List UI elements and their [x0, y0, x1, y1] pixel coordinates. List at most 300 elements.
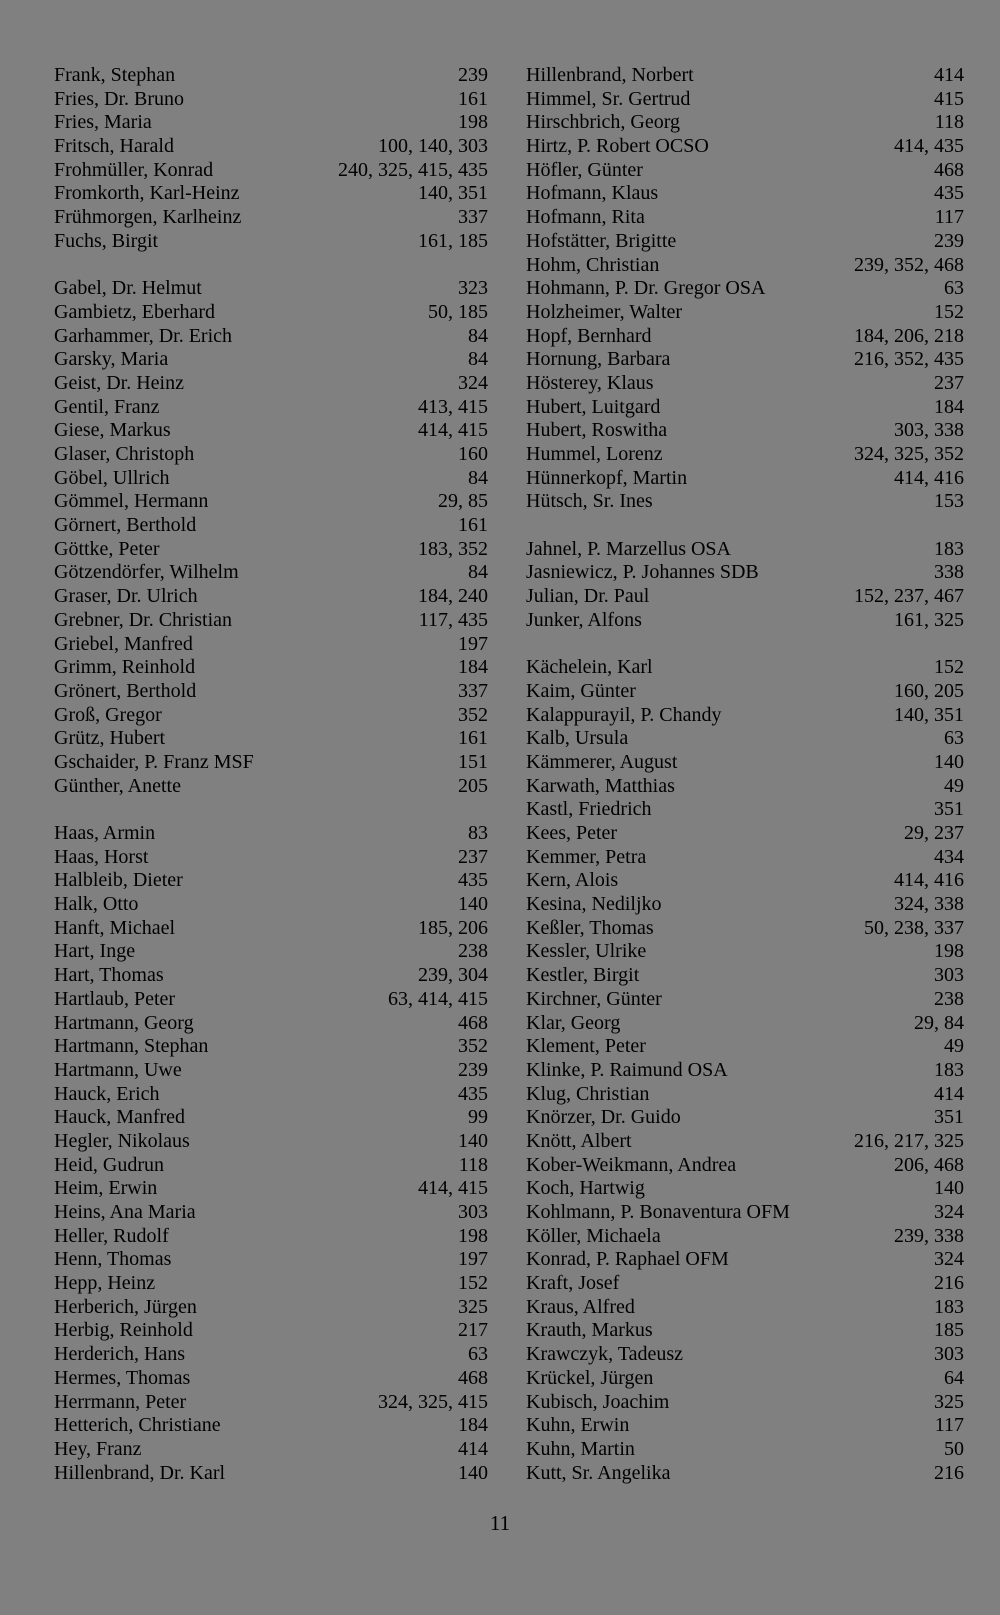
entry-pages: 434 — [934, 845, 964, 868]
entry-name: Fromkorth, Karl-Heinz — [54, 182, 240, 205]
index-entry — [526, 325, 964, 349]
index-entry — [526, 680, 964, 704]
entry-pages: 468 — [458, 1366, 488, 1389]
entry-pages: 117 — [934, 1414, 964, 1437]
entry-name: Hubert, Roswitha — [526, 419, 668, 442]
entry-pages: 198 — [458, 111, 488, 134]
entry-pages: 84 — [468, 324, 488, 347]
entry-pages: 237 — [934, 371, 964, 394]
entry-name: Hirtz, P. Robert OCSO — [526, 135, 709, 158]
entry-name: Hornung, Barbara — [526, 348, 671, 371]
entry-name: Hey, Franz — [54, 1437, 142, 1460]
entry-name: Grütz, Hubert — [54, 727, 166, 750]
index-entry — [526, 467, 964, 491]
entry-name: Hohmann, P. Dr. Gregor OSA — [526, 277, 766, 300]
entry-name: Hummel, Lorenz — [526, 443, 663, 465]
entry-pages: 351 — [934, 1106, 964, 1129]
entry-pages: 184, 240 — [418, 585, 488, 608]
entry-pages: 183 — [934, 537, 964, 560]
entry-name: Himmel, Sr. Gertrud — [526, 87, 691, 110]
entry-name: Hanft, Michael — [54, 916, 176, 939]
page-number: 11 — [489, 1511, 511, 1535]
index-entry — [526, 1154, 964, 1178]
entry-name: Hofmann, Rita — [526, 206, 645, 229]
index-entry — [54, 1177, 488, 1201]
index-entry — [526, 1177, 964, 1201]
entry-pages: 413, 415 — [418, 395, 488, 418]
entry-name: Knörzer, Dr. Guido — [526, 1106, 681, 1129]
index-entry — [526, 846, 964, 870]
index-entry — [526, 1272, 964, 1296]
entry-name: Glaser, Christoph — [54, 443, 195, 465]
entry-pages: 415 — [934, 87, 964, 110]
entry-name: Kraus, Alfred — [526, 1295, 635, 1318]
entry-pages: 117, 435 — [418, 608, 488, 631]
entry-pages: 239, 352, 468 — [854, 253, 964, 276]
entry-pages: 63 — [944, 277, 964, 300]
index-entry — [54, 490, 488, 514]
entry-pages: 324 — [458, 371, 488, 394]
index-entry — [526, 1201, 964, 1225]
index-entry — [526, 775, 964, 799]
entry-name: Hohm, Christian — [526, 253, 660, 276]
index-entry — [526, 1367, 964, 1391]
entry-pages: 352 — [458, 1035, 488, 1058]
index-entry — [54, 1462, 488, 1486]
entry-pages: 414, 416 — [894, 466, 964, 489]
entry-pages: 239, 338 — [894, 1224, 964, 1247]
entry-pages: 303 — [934, 1343, 964, 1366]
entry-name: Hart, Inge — [54, 940, 136, 963]
entry-name: Giese, Markus — [54, 419, 171, 442]
index-entry — [54, 1414, 488, 1438]
entry-name: Grebner, Dr. Christian — [54, 608, 233, 631]
entry-pages: 140, 351 — [894, 703, 964, 726]
entry-pages: 140 — [458, 893, 488, 916]
entry-name: Krückel, Jürgen — [526, 1366, 654, 1389]
index-entry — [54, 159, 488, 183]
entry-pages: 198 — [458, 1224, 488, 1247]
entry-name: Junker, Alfons — [526, 608, 642, 631]
entry-name: Göbel, Ullrich — [54, 466, 170, 489]
entry-pages: 63 — [468, 1343, 488, 1366]
index-entry — [526, 1296, 964, 1320]
index-entry — [54, 917, 488, 941]
entry-name: Hartlaub, Peter — [54, 987, 176, 1010]
entry-name: Frühmorgen, Karlheinz — [54, 206, 242, 229]
index-entry — [54, 1319, 488, 1343]
index-entry — [526, 964, 964, 988]
index-entry — [54, 419, 488, 443]
index-entry — [54, 64, 488, 88]
entry-pages: 325 — [458, 1295, 488, 1318]
index-entry — [526, 1130, 964, 1154]
entry-pages: 414, 435 — [894, 135, 964, 158]
entry-name: Kirchner, Günter — [526, 987, 662, 1010]
entry-name: Hepp, Heinz — [54, 1272, 156, 1295]
entry-name: Garhammer, Dr. Erich — [54, 324, 233, 347]
entry-name: Klinke, P. Raimund OSA — [526, 1058, 728, 1081]
section-spacer — [526, 633, 964, 657]
index-entry — [54, 1225, 488, 1249]
entry-name: Götzendörfer, Wilhelm — [54, 561, 239, 584]
index-entry — [54, 1035, 488, 1059]
index-entry — [54, 680, 488, 704]
entry-pages: 197 — [458, 632, 488, 655]
entry-name: Kämmerer, August — [526, 750, 678, 773]
entry-name: Kern, Alois — [526, 869, 619, 892]
entry-pages: 468 — [934, 158, 964, 181]
entry-name: Hart, Thomas — [54, 964, 164, 987]
entry-name: Kutt, Sr. Angelika — [526, 1461, 671, 1484]
entry-pages: 303 — [458, 1201, 488, 1223]
entry-pages: 160, 205 — [894, 679, 964, 702]
entry-pages: 324 — [934, 1201, 964, 1223]
index-entry — [526, 988, 964, 1012]
index-entry — [54, 561, 488, 585]
entry-name: Kächelein, Karl — [526, 656, 653, 679]
entry-pages: 324, 325, 415 — [378, 1390, 488, 1413]
entry-name: Halbleib, Dieter — [54, 869, 183, 892]
entry-name: Kober-Weikmann, Andrea — [526, 1153, 737, 1176]
entry-name: Hillenbrand, Dr. Karl — [54, 1461, 226, 1484]
entry-name: Hofstätter, Brigitte — [526, 229, 677, 252]
index-entry — [54, 869, 488, 893]
entry-pages: 184 — [458, 1414, 488, 1437]
index-entry — [526, 1059, 964, 1083]
index-entry — [526, 538, 964, 562]
index-entry — [526, 1319, 964, 1343]
index-entry — [54, 1059, 488, 1083]
index-entry — [54, 301, 488, 325]
entry-pages: 151 — [458, 750, 488, 773]
entry-name: Graser, Dr. Ulrich — [54, 585, 198, 608]
index-entry — [526, 1391, 964, 1415]
index-entry — [54, 727, 488, 751]
entry-name: Fuchs, Birgit — [54, 229, 159, 252]
index-entry — [54, 775, 488, 799]
index-entry — [526, 822, 964, 846]
entry-name: Kohlmann, P. Bonaventura OFM — [526, 1201, 790, 1223]
entry-pages: 140, 351 — [418, 182, 488, 205]
index-entry — [526, 869, 964, 893]
entry-pages: 414, 415 — [418, 419, 488, 442]
entry-pages: 351 — [934, 798, 964, 821]
entry-name: Heins, Ana Maria — [54, 1201, 196, 1223]
entry-name: Kuhn, Martin — [526, 1437, 635, 1460]
index-entry — [54, 1012, 488, 1036]
entry-pages: 217 — [458, 1319, 488, 1342]
index-entry — [526, 372, 964, 396]
entry-pages: 216 — [934, 1461, 964, 1484]
entry-pages: 49 — [944, 774, 964, 797]
index-entry — [54, 277, 488, 301]
entry-name: Karwath, Matthias — [526, 774, 675, 797]
entry-name: Kubisch, Joachim — [526, 1390, 670, 1413]
index-entry — [54, 1106, 488, 1130]
entry-pages: 63 — [944, 727, 964, 750]
entry-name: Kalappurayil, P. Chandy — [526, 703, 722, 726]
entry-pages: 84 — [468, 561, 488, 584]
index-entry — [54, 325, 488, 349]
entry-pages: 197 — [458, 1248, 488, 1271]
index-entry — [526, 609, 964, 633]
entry-name: Hauck, Erich — [54, 1082, 160, 1105]
entry-pages: 238 — [458, 940, 488, 963]
entry-pages: 414 — [934, 64, 964, 86]
entry-pages: 324, 325, 352 — [854, 443, 964, 465]
index-entry — [526, 940, 964, 964]
index-entry — [526, 135, 964, 159]
index-entry — [54, 88, 488, 112]
index-entry — [54, 396, 488, 420]
entry-name: Keßler, Thomas — [526, 916, 654, 939]
index-entry — [54, 348, 488, 372]
index-entry — [54, 633, 488, 657]
entry-name: Heid, Gudrun — [54, 1153, 164, 1176]
entry-name: Jasniewicz, P. Johannes SDB — [526, 561, 759, 584]
entry-pages: 29, 85 — [438, 490, 488, 513]
entry-name: Hauck, Manfred — [54, 1106, 186, 1129]
entry-name: Krawczyk, Tadeusz — [526, 1343, 684, 1366]
entry-pages: 161 — [458, 87, 488, 110]
entry-pages: 468 — [458, 1011, 488, 1034]
index-column-right — [526, 64, 964, 1485]
entry-name: Fries, Maria — [54, 111, 152, 134]
index-entry — [54, 1343, 488, 1367]
index-entry — [54, 1438, 488, 1462]
entry-name: Günther, Anette — [54, 774, 181, 797]
entry-pages: 50 — [944, 1437, 964, 1460]
entry-name: Frank, Stephan — [54, 64, 176, 86]
entry-pages: 29, 237 — [904, 822, 964, 844]
index-entry — [526, 159, 964, 183]
entry-pages: 183 — [934, 1295, 964, 1318]
entry-name: Herberich, Jürgen — [54, 1295, 197, 1318]
index-entry — [54, 443, 488, 467]
index-entry — [54, 1367, 488, 1391]
entry-pages: 324 — [934, 1248, 964, 1271]
entry-pages: 140 — [934, 750, 964, 773]
entry-pages: 184 — [934, 395, 964, 418]
index-entry — [54, 609, 488, 633]
entry-name: Hütsch, Sr. Ines — [526, 490, 653, 513]
entry-pages: 205 — [458, 774, 488, 797]
index-entry — [54, 1083, 488, 1107]
entry-pages: 161 — [458, 727, 488, 750]
entry-pages: 160 — [458, 443, 488, 465]
index-entry — [54, 1391, 488, 1415]
entry-name: Gabel, Dr. Helmut — [54, 277, 202, 300]
index-entry — [526, 1012, 964, 1036]
entry-pages: 239 — [458, 64, 488, 86]
entry-name: Hillenbrand, Norbert — [526, 64, 694, 86]
entry-pages: 435 — [934, 182, 964, 205]
index-entry — [54, 940, 488, 964]
entry-name: Fries, Dr. Bruno — [54, 87, 184, 110]
entry-name: Höfler, Günter — [526, 158, 643, 181]
entry-name: Herderich, Hans — [54, 1343, 186, 1366]
entry-name: Griebel, Manfred — [54, 632, 193, 655]
index-entry — [54, 135, 488, 159]
entry-pages: 152, 237, 467 — [854, 585, 964, 608]
entry-name: Herrmann, Peter — [54, 1390, 187, 1413]
entry-pages: 83 — [468, 822, 488, 844]
index-entry — [526, 751, 964, 775]
entry-name: Gschaider, P. Franz MSF — [54, 750, 254, 773]
entry-pages: 216, 217, 325 — [854, 1129, 964, 1152]
entry-pages: 198 — [934, 940, 964, 963]
entry-name: Kesina, Nediljko — [526, 893, 662, 916]
entry-name: Haas, Armin — [54, 822, 156, 844]
index-entry — [526, 443, 964, 467]
index-entry — [526, 348, 964, 372]
index-entry — [526, 419, 964, 443]
entry-pages: 303, 338 — [894, 419, 964, 442]
entry-name: Hubert, Luitgard — [526, 395, 661, 418]
index-entry — [526, 1438, 964, 1462]
index-entry — [526, 1106, 964, 1130]
entry-pages: 238 — [934, 987, 964, 1010]
index-entry — [54, 822, 488, 846]
entry-name: Hegler, Nikolaus — [54, 1129, 190, 1152]
section-spacer — [526, 514, 964, 538]
entry-pages: 435 — [458, 1082, 488, 1105]
entry-pages: 183 — [934, 1058, 964, 1081]
entry-name: Hermes, Thomas — [54, 1366, 191, 1389]
entry-name: Grimm, Reinhold — [54, 656, 196, 679]
index-entry — [54, 1272, 488, 1296]
index-entry — [526, 1414, 964, 1438]
entry-name: Gambietz, Eberhard — [54, 300, 216, 323]
entry-name: Heller, Rudolf — [54, 1224, 169, 1247]
entry-name: Konrad, P. Raphael OFM — [526, 1248, 729, 1271]
index-entry — [54, 1154, 488, 1178]
entry-name: Kalb, Ursula — [526, 727, 629, 750]
index-entry — [54, 656, 488, 680]
entry-pages: 185 — [934, 1319, 964, 1342]
index-entry — [54, 372, 488, 396]
entry-name: Klement, Peter — [526, 1035, 646, 1058]
index-entry — [526, 1248, 964, 1272]
entry-pages: 117 — [934, 206, 964, 229]
entry-pages: 324, 338 — [894, 893, 964, 916]
index-entry — [526, 1035, 964, 1059]
index-entry — [526, 88, 964, 112]
index-entry — [526, 798, 964, 822]
entry-pages: 161 — [458, 514, 488, 537]
index-entry — [54, 538, 488, 562]
entry-name: Klug, Christian — [526, 1082, 650, 1105]
index-entry — [526, 230, 964, 254]
entry-pages: 323 — [458, 277, 488, 300]
entry-pages: 153 — [934, 490, 964, 513]
index-entry — [526, 561, 964, 585]
entry-pages: 414 — [934, 1082, 964, 1105]
entry-name: Geist, Dr. Heinz — [54, 371, 184, 394]
entry-pages: 185, 206 — [418, 916, 488, 939]
entry-pages: 100, 140, 303 — [378, 135, 488, 158]
entry-pages: 140 — [458, 1129, 488, 1152]
index-entry — [526, 1083, 964, 1107]
entry-name: Heim, Erwin — [54, 1177, 158, 1200]
entry-pages: 63, 414, 415 — [388, 987, 488, 1010]
entry-pages: 84 — [468, 348, 488, 371]
entry-name: Fritsch, Harald — [54, 135, 174, 158]
entry-pages: 84 — [468, 466, 488, 489]
entry-pages: 118 — [934, 111, 964, 134]
index-column-left — [54, 64, 488, 1485]
entry-name: Frohmüller, Konrad — [54, 158, 214, 181]
entry-pages: 118 — [458, 1153, 488, 1176]
entry-pages: 152 — [458, 1272, 488, 1295]
entry-pages: 152 — [934, 300, 964, 323]
entry-name: Jahnel, P. Marzellus OSA — [526, 537, 731, 560]
entry-pages: 414 — [458, 1437, 488, 1460]
index-entry — [526, 585, 964, 609]
index-entry — [54, 111, 488, 135]
entry-pages: 240, 325, 415, 435 — [338, 158, 488, 181]
entry-name: Hartmann, Uwe — [54, 1058, 182, 1081]
entry-name: Hartmann, Georg — [54, 1011, 194, 1034]
index-entry — [54, 964, 488, 988]
entry-pages: 237 — [458, 845, 488, 868]
entry-name: Göttke, Peter — [54, 537, 160, 560]
entry-pages: 216, 352, 435 — [854, 348, 964, 371]
index-entry — [526, 1462, 964, 1486]
index-entry — [526, 277, 964, 301]
entry-name: Hofmann, Klaus — [526, 182, 659, 205]
index-entry — [54, 1296, 488, 1320]
entry-pages: 140 — [458, 1461, 488, 1484]
entry-pages: 414, 416 — [894, 869, 964, 892]
entry-name: Hirschbrich, Georg — [526, 111, 681, 134]
entry-pages: 206, 468 — [894, 1153, 964, 1176]
entry-name: Hösterey, Klaus — [526, 371, 654, 394]
index-entry — [526, 490, 964, 514]
entry-pages: 184 — [458, 656, 488, 679]
index-entry — [54, 467, 488, 491]
index-entry — [54, 988, 488, 1012]
entry-name: Henn, Thomas — [54, 1248, 172, 1271]
entry-name: Kaim, Günter — [526, 679, 636, 702]
index-entry — [54, 893, 488, 917]
index-entry — [54, 704, 488, 728]
entry-name: Haas, Horst — [54, 845, 149, 868]
index-entry — [54, 846, 488, 870]
index-entry — [54, 585, 488, 609]
index-entry — [526, 301, 964, 325]
entry-pages: 50, 185 — [428, 300, 488, 323]
entry-name: Holzheimer, Walter — [526, 300, 683, 323]
index-entry — [54, 182, 488, 206]
entry-pages: 99 — [468, 1106, 488, 1129]
entry-name: Kastl, Friedrich — [526, 798, 652, 821]
index-entry — [526, 1225, 964, 1249]
entry-name: Julian, Dr. Paul — [526, 585, 650, 608]
entry-name: Kessler, Ulrike — [526, 940, 647, 963]
entry-pages: 49 — [944, 1035, 964, 1058]
entry-name: Koch, Hartwig — [526, 1177, 645, 1200]
index-entry — [526, 206, 964, 230]
entry-name: Knött, Albert — [526, 1129, 632, 1152]
index-entry — [54, 230, 488, 254]
index-entry — [526, 64, 964, 88]
entry-name: Kuhn, Erwin — [526, 1414, 630, 1437]
entry-pages: 64 — [944, 1366, 964, 1389]
index-entry — [526, 182, 964, 206]
entry-pages: 325 — [934, 1390, 964, 1413]
